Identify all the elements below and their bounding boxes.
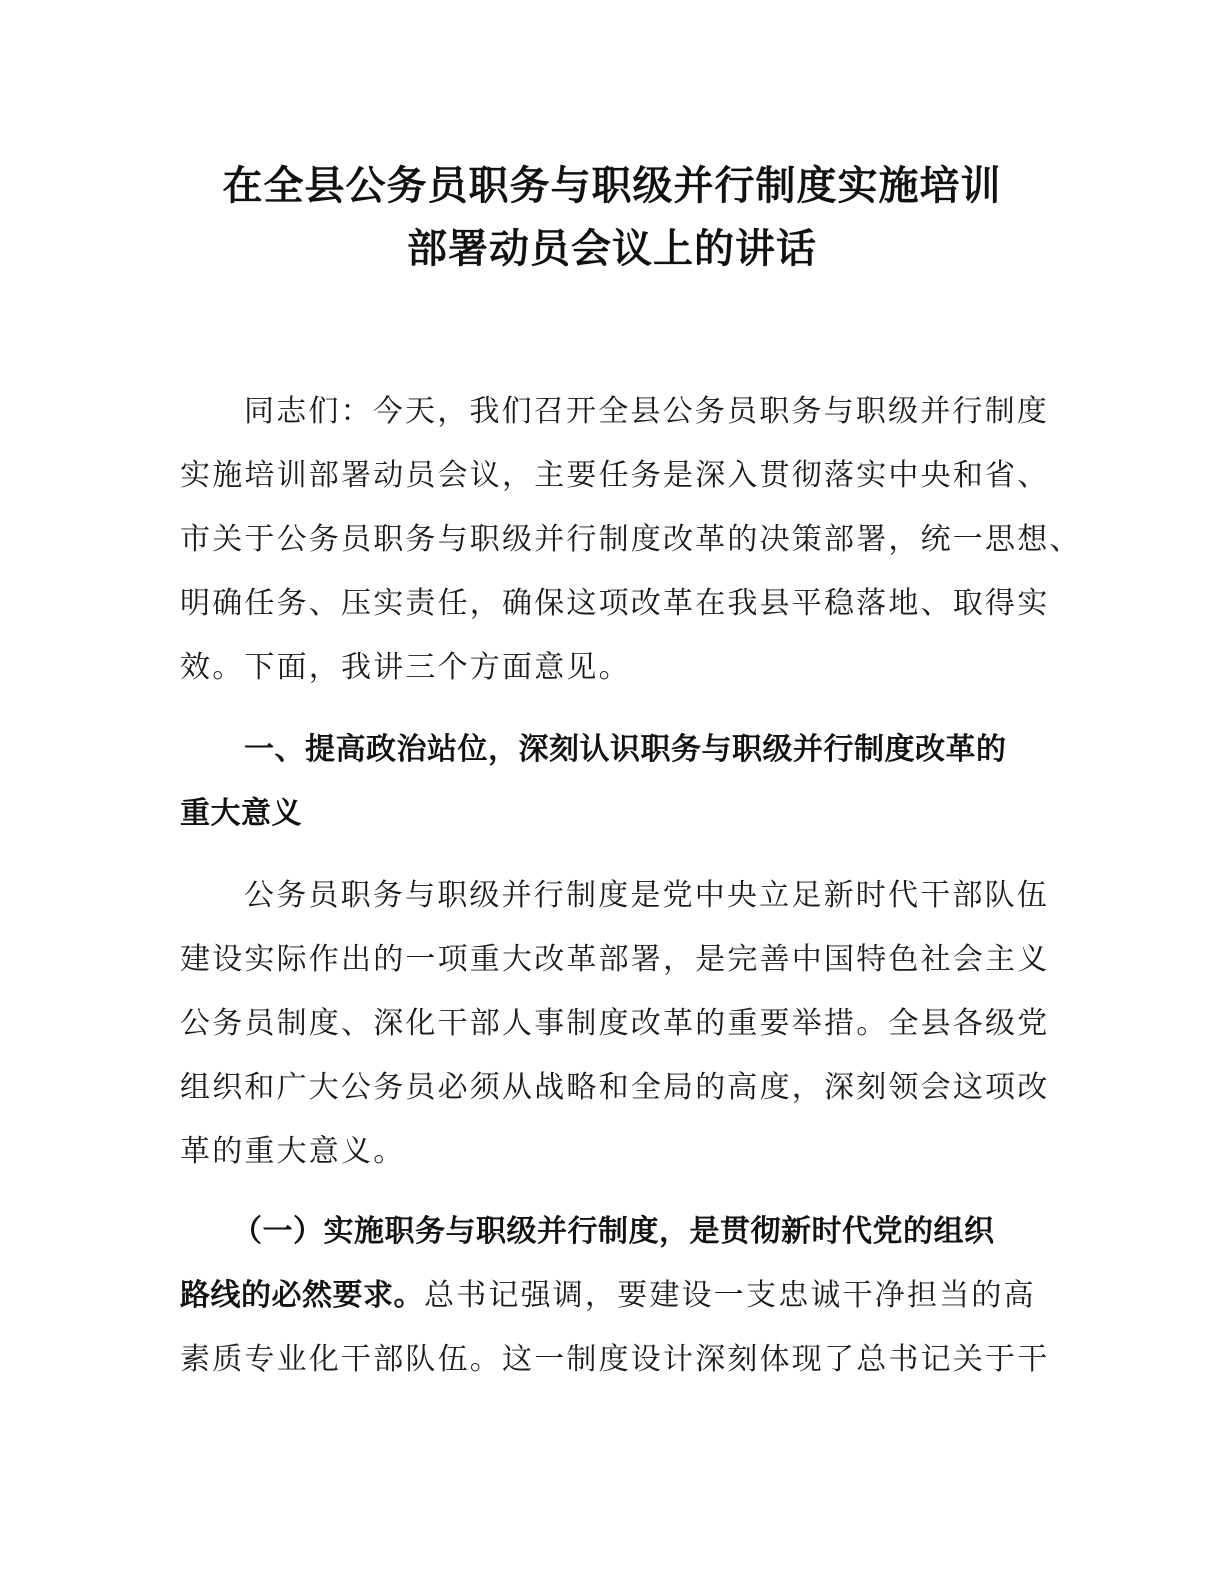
paragraph-3-line bbox=[180, 1276, 1044, 1316]
section-heading-1-line: 一、提高政治站位，深刻认识职务与职级并行制度改革的 bbox=[244, 732, 1007, 767]
paragraph-1-line: 效。下面，我讲三个方面意见。 bbox=[180, 650, 631, 685]
paragraph-3-text: 总书记强调，要建设一支忠诚干净担当的高 bbox=[424, 1278, 1036, 1313]
paragraph-2-line: 公务员职务与职级并行制度是党中央立足新时代干部队伍 bbox=[244, 878, 1049, 913]
paragraph-3-line: 素质专业化干部队伍。这一制度设计深刻体现了总书记关于干 bbox=[180, 1342, 1050, 1377]
document-title-line-2: 部署动员会议上的讲话 bbox=[407, 226, 817, 272]
subsection-heading-1-line: （一）实施职务与职级并行制度，是贯彻新时代党的组织 bbox=[232, 1214, 995, 1249]
paragraph-1-line: 同志们：今天，我们召开全县公务员职务与职级并行制度 bbox=[244, 394, 1049, 429]
paragraph-2-line: 公务员制度、深化干部人事制度改革的重要举措。全县各级党 bbox=[180, 1006, 1050, 1041]
paragraph-1-line: 市关于公务员职务与职级并行制度改革的决策部署，统一思想、 bbox=[180, 522, 1082, 557]
section-heading-1-line: 重大意义 bbox=[180, 796, 302, 831]
paragraph-2-line: 建设实际作出的一项重大改革部署，是完善中国特色社会主义 bbox=[180, 942, 1050, 977]
paragraph-1-line: 明确任务、压实责任，确保这项改革在我县平稳落地、取得实 bbox=[180, 586, 1050, 621]
paragraph-2-line: 组织和广大公务员必须从战略和全局的高度，深刻领会这项改 bbox=[180, 1070, 1050, 1105]
subsection-heading-1-tail: 路线的必然要求。 bbox=[180, 1278, 424, 1313]
paragraph-1-line: 实施培训部署动员会议，主要任务是深入贯彻落实中央和省、 bbox=[180, 458, 1050, 493]
paragraph-2-line: 革的重大意义。 bbox=[180, 1134, 406, 1169]
document-title-line-1: 在全县公务员职务与职级并行制度实施培训 bbox=[222, 163, 1002, 209]
